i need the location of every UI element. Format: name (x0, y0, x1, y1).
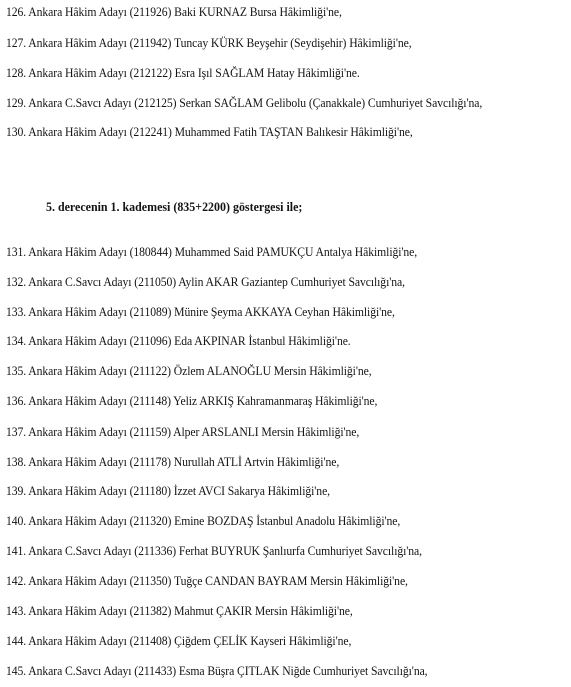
list-item: 128. Ankara Hâkim Adayı (212122) Esra Işıl SAĞLAM Hatay Hâkimliği'ne. (6, 65, 360, 80)
list-item: 137. Ankara Hâkim Adayı (211159) Alper ARSLANLI Mersin Hâkimliği'ne, (6, 424, 360, 439)
list-item: 136. Ankara Hâkim Adayı (211148) Yeliz ARKIŞ Kahramanmaraş Hâkimliği'ne, (6, 393, 378, 408)
list-item: 138. Ankara Hâkim Adayı (211178) Nurullah ATLİ Artvin Hâkimliği'ne, (6, 454, 340, 469)
list-item: 140. Ankara Hâkim Adayı (211320) Emine BOZDAŞ İstanbul Anadolu Hâkimliği'ne, (6, 513, 401, 528)
list-item: 134. Ankara Hâkim Adayı (211096) Eda AKPINAR İstanbul Hâkimliği'ne. (6, 333, 351, 348)
list-item: 139. Ankara Hâkim Adayı (211180) İzzet AVCI Sakarya Hâkimliği'ne, (6, 483, 331, 498)
list-item: 130. Ankara Hâkim Adayı (212241) Muhammed Fatih TAŞTAN Balıkesir Hâkimliği'ne, (6, 124, 413, 139)
list-item: 145. Ankara C.Savcı Adayı (211433) Esma Büşra ÇITLAK Niğde Cumhuriyet Savcılığı'na, (6, 663, 428, 678)
list-item: 143. Ankara Hâkim Adayı (211382) Mahmut ÇAKIR Mersin Hâkimliği'ne, (6, 603, 353, 618)
list-item: 131. Ankara Hâkim Adayı (180844) Muhammed Said PAMUKÇU Antalya Hâkimliği'ne, (6, 244, 418, 259)
list-item: 127. Ankara Hâkim Adayı (211942) Tuncay KÜRK Beyşehir (Seydişehir) Hâkimliği'ne, (6, 35, 412, 50)
list-item: 126. Ankara Hâkim Adayı (211926) Baki KURNAZ Bursa Hâkimliği'ne, (6, 4, 342, 19)
list-item: 135. Ankara Hâkim Adayı (211122) Özlem ALANOĞLU Mersin Hâkimliği'ne, (6, 363, 372, 378)
list-item: 141. Ankara C.Savcı Adayı (211336) Ferhat BUYRUK Şanlıurfa Cumhuriyet Savcılığı'na, (6, 543, 422, 558)
list-item: 132. Ankara C.Savcı Adayı (211050) Aylin AKAR Gaziantep Cumhuriyet Savcılığı'na, (6, 274, 405, 289)
list-item: 144. Ankara Hâkim Adayı (211408) Çiğdem ÇELİK Kayseri Hâkimliği'ne, (6, 633, 352, 648)
list-item: 142. Ankara Hâkim Adayı (211350) Tuğçe CANDAN BAYRAM Mersin Hâkimliği'ne, (6, 573, 408, 588)
list-item: 133. Ankara Hâkim Adayı (211089) Münire Şeyma AKKAYA Ceyhan Hâkimliği'ne, (6, 304, 395, 319)
list-item: 129. Ankara C.Savcı Adayı (212125) Serkan SAĞLAM Gelibolu (Çanakkale) Cumhuriyet Savcılığı'na, (6, 95, 483, 110)
section-heading: 5. derecenin 1. kademesi (835+2200) göstergesi ile; (46, 199, 303, 214)
